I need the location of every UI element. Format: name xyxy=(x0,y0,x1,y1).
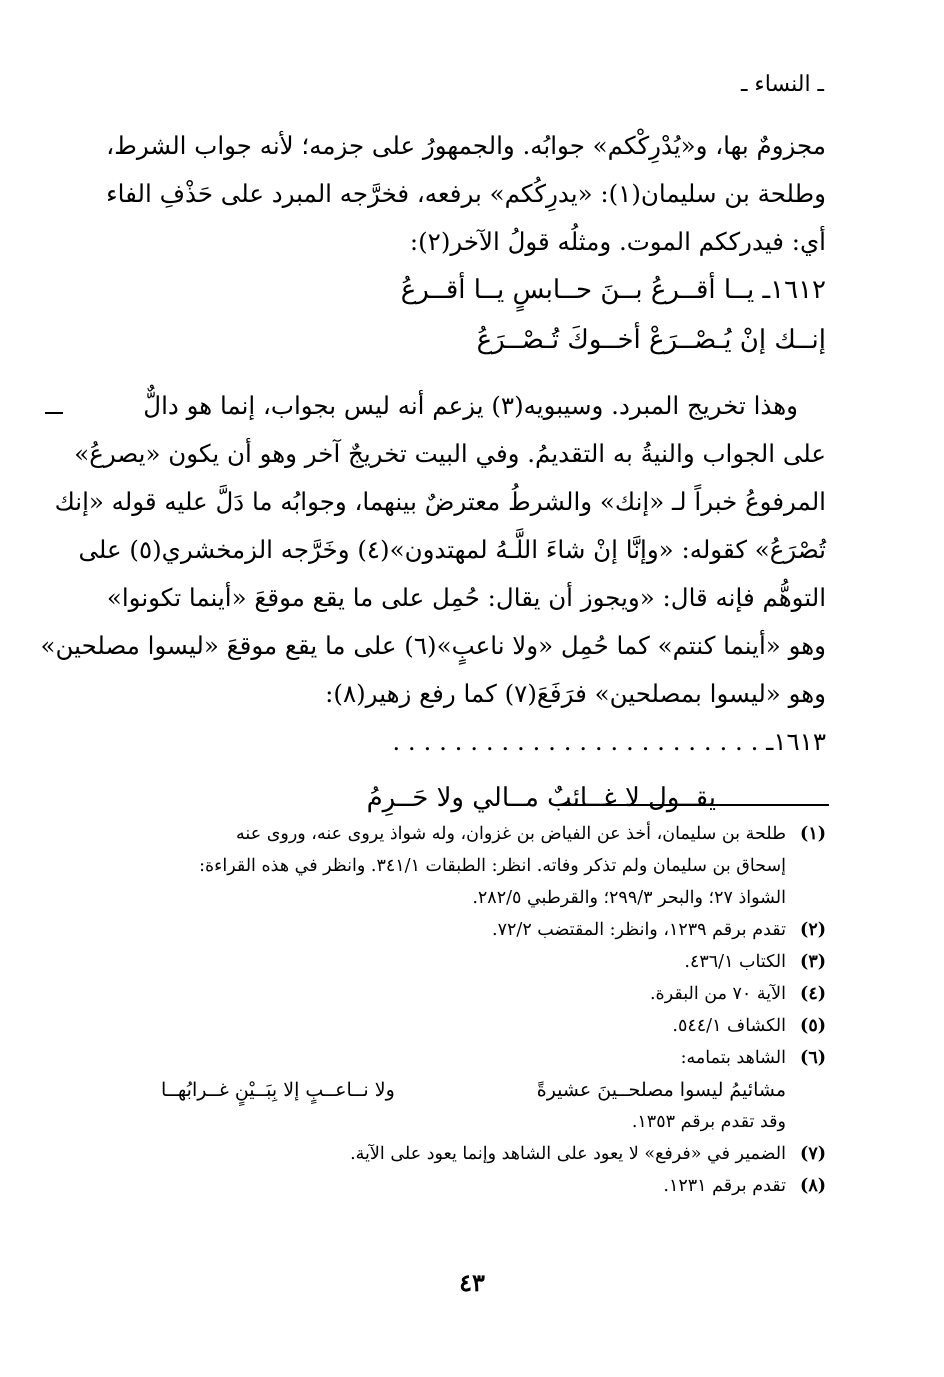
text-line: وهو «أينما كنتم» كما حُمِل «ولا ناعبٍ»(٦) على ما يقع موقعَ «ليسوا مصلحين» xyxy=(40,631,826,660)
footnote-line: تقدم برقم ١٢٣١. xyxy=(663,1176,786,1196)
text-line: أي: فيدرككم الموت. ومثلُه قولُ الآخر(٢): xyxy=(409,227,826,256)
footnote xyxy=(111,978,826,1010)
footnote-line: الكتاب ٤٣٦/١. xyxy=(684,952,786,972)
main-text xyxy=(40,122,826,822)
footnote xyxy=(111,1042,826,1074)
footnote-number: (١) xyxy=(800,824,826,844)
verse-1612-first-hemistich: ١٦١٢ـ يــا أقــرعُ بــنَ حــابسٍ يــا أقــرعُ xyxy=(400,275,826,305)
footnote-line: طلحة بن سليمان، أخذ عن الفياض بن غزوان، وله شواذ يروى عنه، وروى عنه xyxy=(236,824,786,844)
footnote xyxy=(111,1010,826,1042)
footnote-verse xyxy=(111,1074,826,1106)
text-line: وهذا تخريج المبرد. وسيبويه(٣) يزعم أنه ليس بجواب، إنما هو دالٌّ xyxy=(143,391,798,420)
text-line: تُصْرَعُ» كقوله: «وإنَّا إنْ شاءَ اللَّـهُ لمهتدون»(٤) وخَرَّجه الزمخشري(٥) على xyxy=(78,535,826,564)
text-line: على الجواب والنيةُ به التقديمُ. وفي البيت تخريجٌ آخر وهو أن يكون «يصرعُ» xyxy=(74,439,826,468)
text-line: التوهُّم فإنه قال: «ويجوز أن يقال: حُمِل على ما يقع موقعَ «أينما تكونوا» xyxy=(106,583,826,612)
footnote-number: (٧) xyxy=(800,1144,826,1164)
verse-1613-number: ١٦١٣ـ . . . . . . . . . . . . . . . . . . . . . . . . xyxy=(392,727,826,756)
footnote xyxy=(111,946,826,978)
footnote xyxy=(111,1170,826,1202)
margin-mark xyxy=(45,412,63,414)
footnote-separator xyxy=(559,804,829,806)
footnote-line: الشواذ ٢٧؛ والبحر ٢٩٩/٣؛ والقرطبي ٢٨٢/٥. xyxy=(472,888,786,908)
footnote xyxy=(111,914,826,946)
footnote-line: إسحاق بن سليمان ولم تذكر وفاته. انظر: الطبقات ٣٤١/١. وانظر في هذه القراءة: xyxy=(199,856,786,876)
text-line: المرفوعُ خبراً لـ «إنك» والشرطُ معترضٌ بينهما، وجوابُه ما دَلَّ عليه قوله «إنك xyxy=(54,487,826,516)
footnote-number: (٦) xyxy=(800,1048,826,1068)
footnote-line: الشاهد بتمامه: xyxy=(680,1048,786,1068)
verse-1613-hemistich: يقــول لا غــائبٌ مــالي ولا حَــرِمُ xyxy=(366,783,716,813)
footnote xyxy=(111,818,826,914)
running-header: ـ النساء ـ xyxy=(740,72,824,97)
footnote-number: (٥) xyxy=(800,1016,826,1036)
page-number: ٤٣ xyxy=(459,1268,485,1297)
footnote-line: الضمير في «فرفع» لا يعود على الشاهد وإنما يعود على الآية. xyxy=(350,1144,786,1164)
footnotes xyxy=(111,818,826,1202)
footnote-number: (٤) xyxy=(800,984,826,1004)
footnote-number: (٨) xyxy=(800,1176,826,1196)
footnote-number: (٢) xyxy=(800,920,826,940)
footnote-line: الكشاف ٥٤٤/١. xyxy=(672,1016,786,1036)
footnote-line: تقدم برقم ١٢٣٩، وانظر: المقتضب ٧٢/٢. xyxy=(492,920,786,940)
text-line: وطلحة بن سليمان(١): «يدرِكُكم» برفعه، فخرَّجه المبرد على حَذْفِ الفاء xyxy=(106,179,826,208)
footnote-number: (٣) xyxy=(800,952,826,972)
text-line: وهو «ليسوا بمصلحين» فرَفَعَ(٧) كما رفع زهير(٨): xyxy=(325,679,826,708)
footnote-verse-second: ولا نــاعــبٍ إلا بِبَــيْنٍ غــرابُهــا xyxy=(161,1079,395,1101)
footnote-line: وقد تقدم برقم ١٣٥٣. xyxy=(631,1112,786,1132)
footnote-verse-first: مشائيمُ ليسوا مصلحــينَ عشيرةً xyxy=(536,1079,786,1101)
footnote-continuation xyxy=(111,1106,826,1138)
text-line: مجزومٌ بها، و«يُدْرِكْكم» جوابُه. والجمهورُ على جزمه؛ لأنه جواب الشرط، xyxy=(106,131,826,160)
footnote-line: الآية ٧٠ من البقرة. xyxy=(649,984,786,1004)
verse-1612-second-hemistich: إنــك إنْ يُـصْــرَعْ أخــوكَ تُـصْــرَعُ xyxy=(476,325,826,355)
footnote xyxy=(111,1138,826,1170)
